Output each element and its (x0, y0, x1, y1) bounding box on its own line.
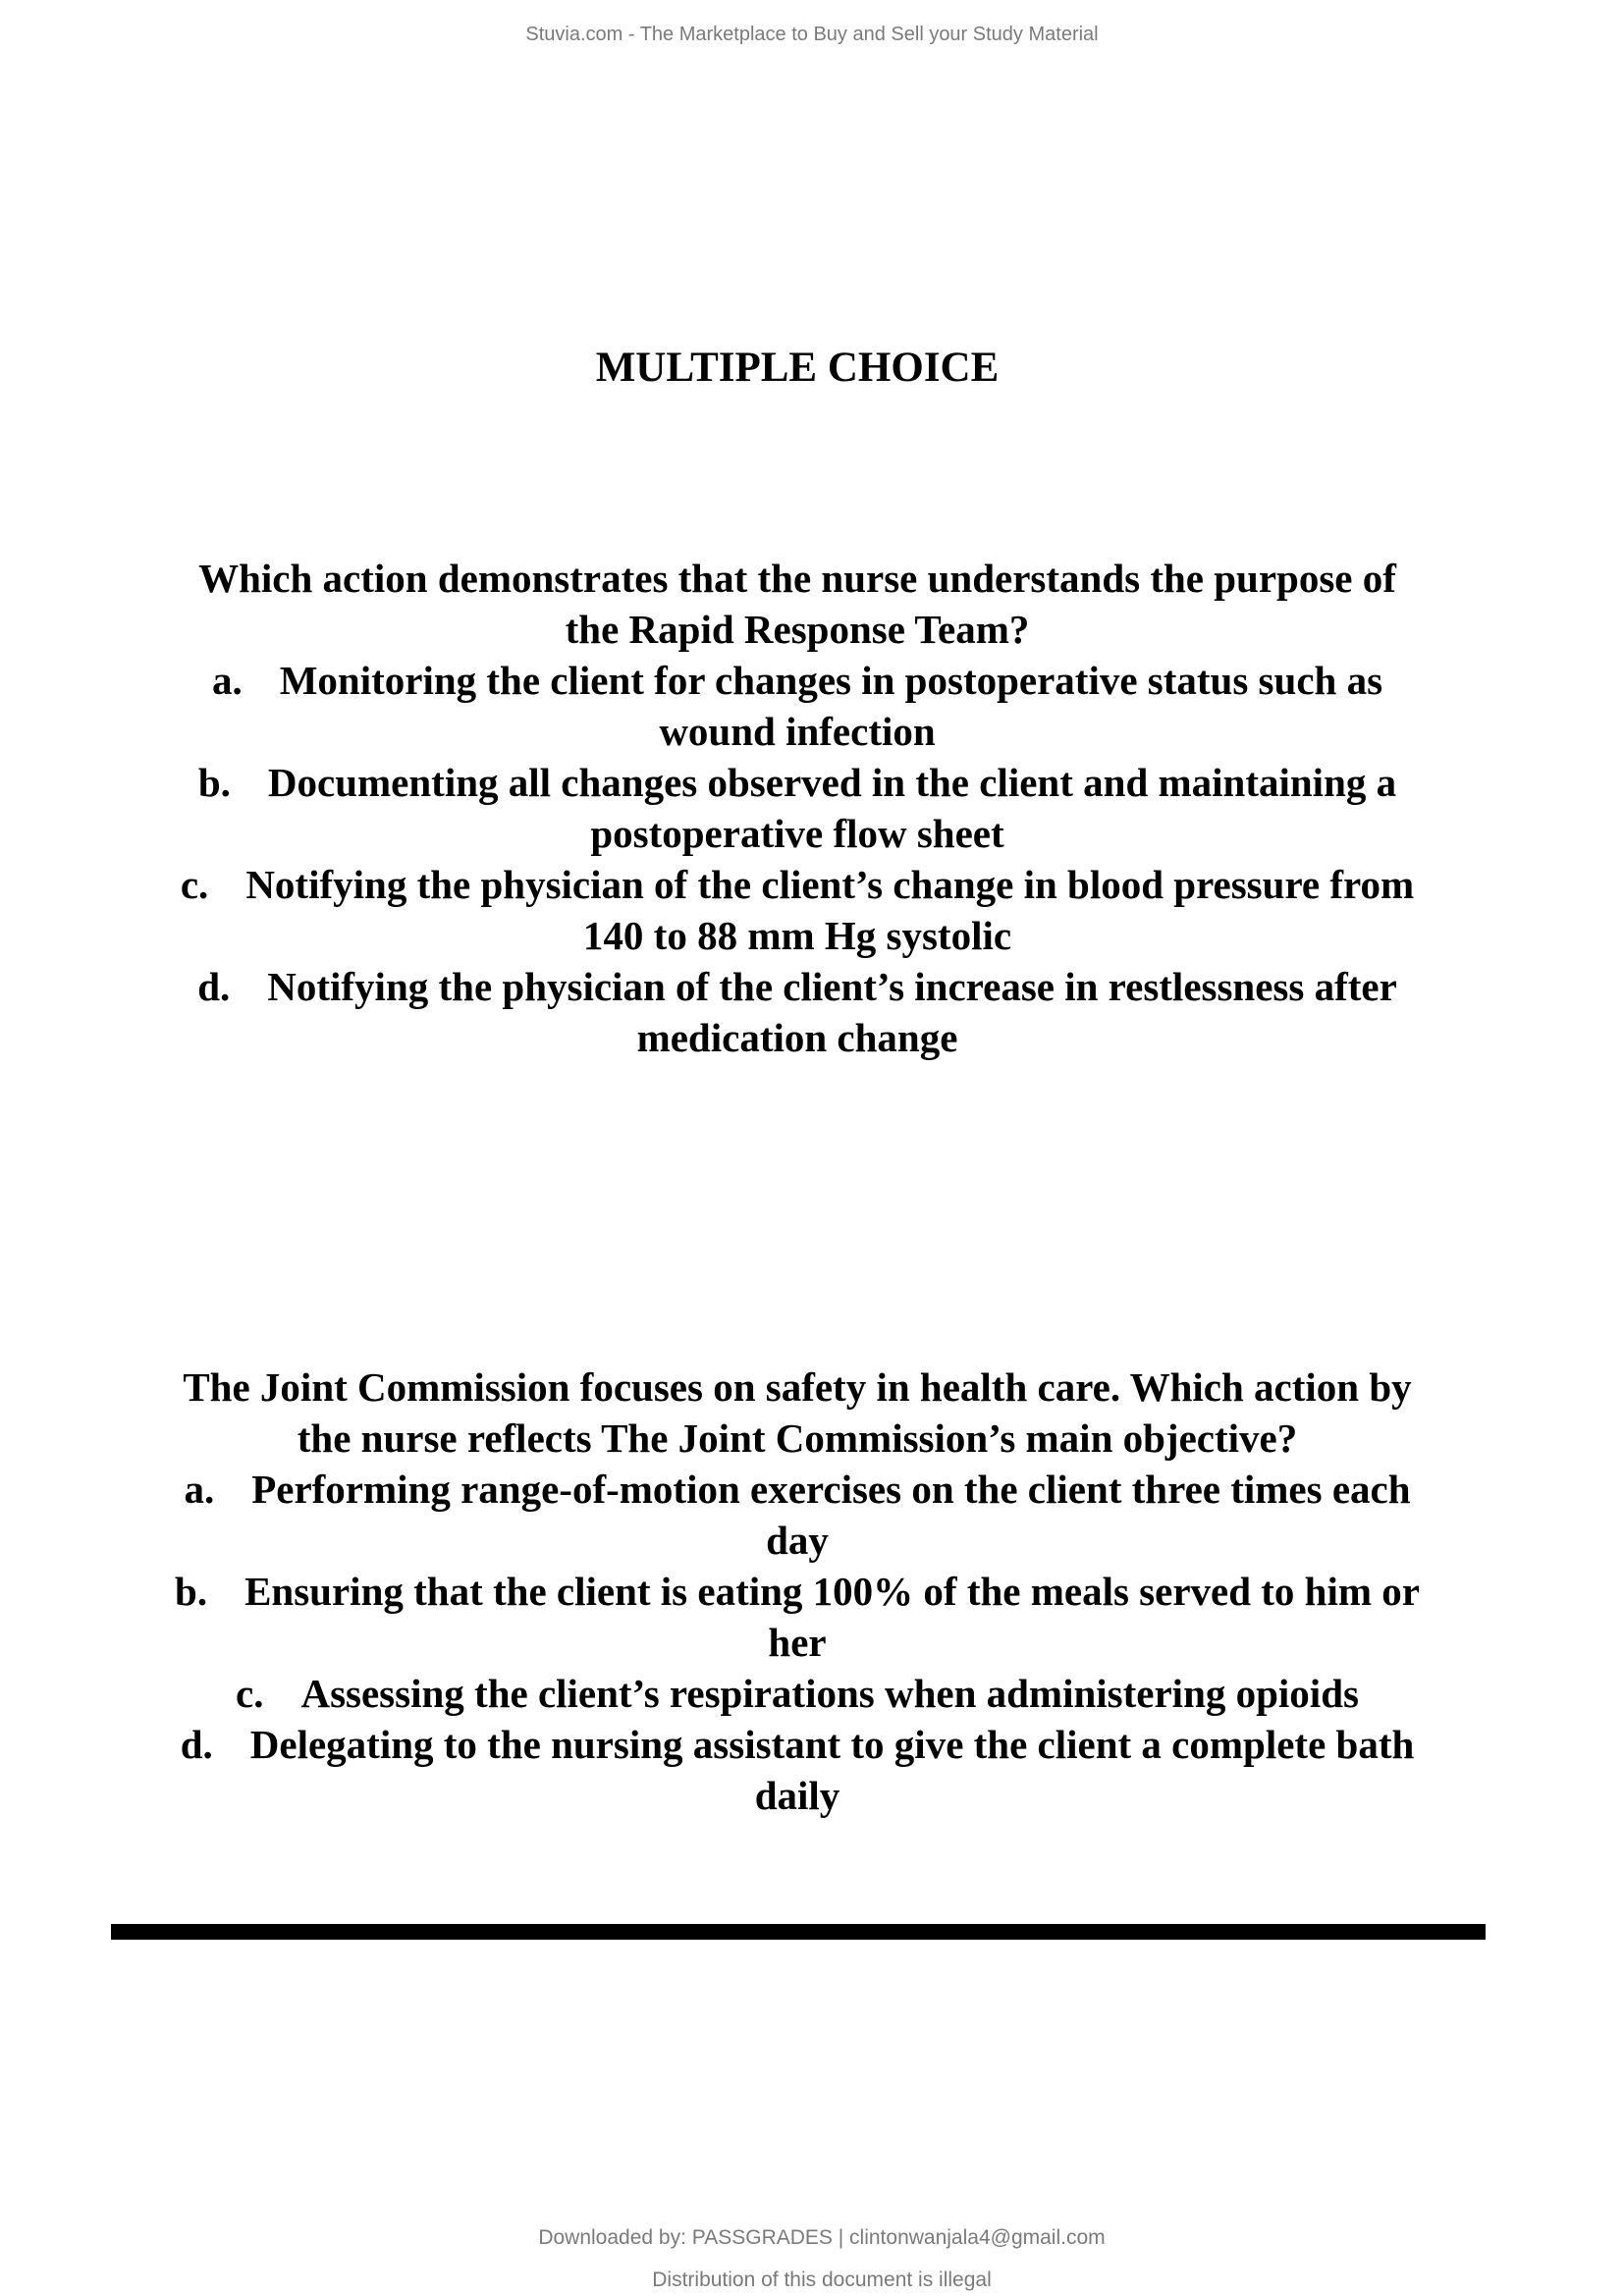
option-letter: a. (211, 658, 243, 703)
option-text: wound infection (659, 709, 936, 754)
option-text: Delegating to the nursing assistant to give the client a complete bath (249, 1722, 1415, 1767)
option-letter: a. (184, 1467, 215, 1512)
option-text: medication change (636, 1015, 958, 1060)
download-info: Downloaded by: PASSGRADES | clintonwanjala4@gmail.com (538, 2226, 1106, 2249)
watermark-header: Stuvia.com - The Marketplace to Buy and Sell your Study Material (525, 24, 1099, 45)
option-text: daily (754, 1773, 840, 1818)
option-letter: c. (236, 1671, 264, 1716)
option-letter: d. (180, 1722, 213, 1767)
question-2-option-c (98, 1668, 1496, 1719)
question-1-option-a (98, 655, 1496, 757)
option-text: Assessing the client’s respirations when administering opioids (300, 1671, 1359, 1716)
option-text: Ensuring that the client is eating 100% of the meals served to him or (244, 1569, 1420, 1614)
option-text: postoperative flow sheet (590, 811, 1004, 856)
option-letter: b. (175, 1569, 208, 1614)
option-text: her (768, 1620, 827, 1665)
option-text: Performing range-of-motion exercises on the client three times each (251, 1467, 1411, 1512)
distribution-notice: Distribution of this document is illegal (652, 2269, 992, 2291)
option-text: 140 to 88 mm Hg systolic (582, 913, 1012, 958)
stem-line: Which action demonstrates that the nurse understands the purpose of (198, 556, 1396, 601)
stem-line: the nurse reflects The Joint Commission’s main objective? (297, 1415, 1298, 1461)
question-1-stem (98, 553, 1496, 655)
question-2-option-b (98, 1566, 1496, 1668)
option-text: Monitoring the client for changes in postoperative status such as (279, 658, 1383, 703)
option-letter: d. (197, 964, 231, 1009)
question-2-stem (98, 1362, 1496, 1464)
section-title: MULTIPLE CHOICE (595, 345, 1000, 391)
question-2-option-d (98, 1719, 1496, 1821)
question-1 (98, 553, 1496, 1063)
horizontal-rule (111, 1924, 1486, 1940)
question-1-option-b (98, 757, 1496, 859)
stem-line: The Joint Commission focuses on safety in health care. Which action by (183, 1364, 1412, 1410)
option-text: day (766, 1518, 829, 1563)
option-letter: b. (197, 760, 231, 805)
question-1-option-d (98, 961, 1496, 1063)
stem-line: the Rapid Response Team? (565, 607, 1030, 652)
option-text: Documenting all changes observed in the client and maintaining a (267, 760, 1397, 805)
question-2 (98, 1362, 1496, 1821)
question-1-option-c (98, 859, 1496, 961)
option-letter: c. (180, 862, 209, 907)
question-2-option-a (98, 1464, 1496, 1566)
option-text: Notifying the physician of the client’s change in blood pressure from (245, 862, 1415, 907)
option-text: Notifying the physician of the client’s increase in restlessness after (267, 964, 1397, 1009)
